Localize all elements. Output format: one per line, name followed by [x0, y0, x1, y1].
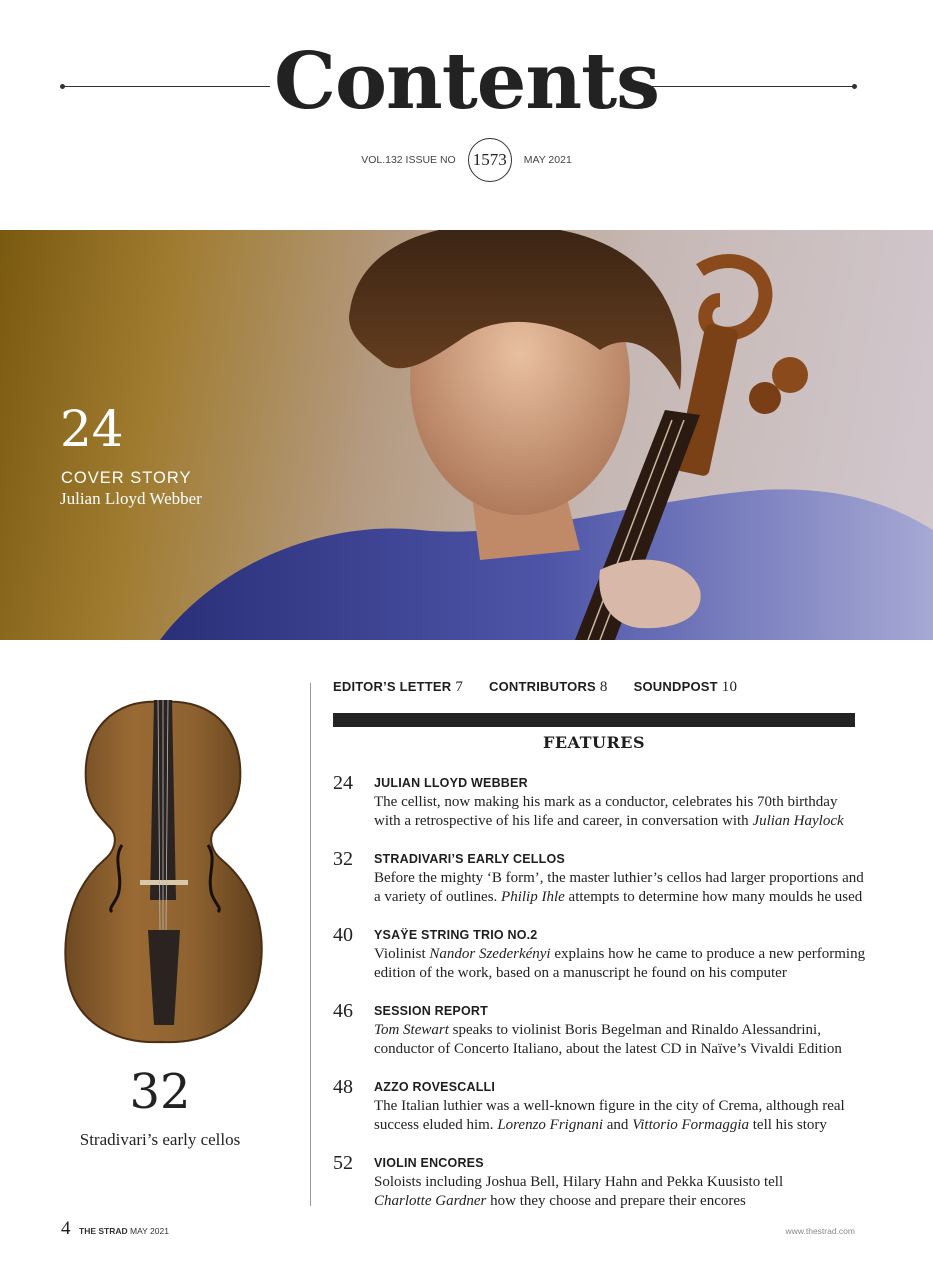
- cello-body-image: [62, 690, 272, 1050]
- feature-description-line: The cellist, now making his mark as a conductor, celebrates his 70th birthday: [374, 794, 838, 810]
- issue-number-badge: 1573: [468, 138, 512, 182]
- feature-page-number: 40: [333, 924, 353, 946]
- cover-story-label: COVER STORY: [61, 469, 192, 487]
- author-name: Vittorio Formaggia: [632, 1117, 749, 1133]
- feature-description-line: Before the mighty ‘B form’, the master luthier’s cellos had larger proportions and: [374, 870, 864, 886]
- features-list: [333, 772, 866, 1228]
- regular-item-contributors[interactable]: CONTRIBUTORS 8: [489, 679, 608, 695]
- cover-story-name: Julian Lloyd Webber: [60, 489, 202, 508]
- feature-title: AZZO ROVESCALLI: [374, 1080, 496, 1094]
- feature-description-line: The Italian luthier was a well-known figure in the city of Crema, although real: [374, 1098, 845, 1114]
- page-folio: 4: [61, 1218, 71, 1239]
- cover-photo: [0, 230, 933, 640]
- feature-title: SESSION REPORT: [374, 1004, 488, 1018]
- feature-description-line: a variety of outlines. Philip Ihle attempts to determine how many moulds he used: [374, 889, 863, 905]
- feature-description-line: conductor of Concerto Italiano, about the latest CD in Naïve’s Vivaldi Edition: [374, 1041, 842, 1057]
- feature-entry[interactable]: [333, 1152, 863, 1228]
- feature-title: JULIAN LLOYD WEBBER: [374, 776, 528, 790]
- author-name: Nandor Szederkényi: [429, 946, 551, 962]
- feature-title: STRADIVARI’S EARLY CELLOS: [374, 852, 565, 866]
- feature-entry[interactable]: [333, 848, 863, 924]
- feature-description-line: Violinist Nandor Szederkényi explains how he came to produce a new performing: [374, 946, 866, 962]
- author-name: Julian Haylock: [752, 813, 844, 829]
- page-title: Contents: [273, 36, 660, 127]
- features-heading: FEATURES: [543, 733, 645, 752]
- issue-line: [0, 138, 933, 182]
- cellist-photo-illustration: [0, 230, 933, 640]
- author-name: Philip Ihle: [501, 889, 565, 905]
- feature-entry[interactable]: [333, 772, 863, 848]
- feature-description-line: Tom Stewart speaks to violinist Boris Begelman and Rinaldo Alessandrini,: [374, 1022, 821, 1038]
- feature-description-line: edition of the work, based on a manuscript he found on his computer: [374, 965, 787, 981]
- author-name: Lorenzo Frignani: [497, 1117, 604, 1133]
- feature-page-number: 52: [333, 1152, 353, 1174]
- author-name: Charlotte Gardner: [374, 1193, 487, 1209]
- feature-title: VIOLIN ENCORES: [374, 1156, 484, 1170]
- feature-side-caption: Stradivari’s early cellos: [79, 1130, 241, 1149]
- feature-entry[interactable]: [333, 1076, 863, 1152]
- feature-title: YSAŸE STRING TRIO NO.2: [374, 928, 538, 942]
- feature-description-line: Soloists including Joshua Bell, Hilary Hahn and Pekka Kuusisto tell: [374, 1174, 784, 1190]
- feature-entry[interactable]: [333, 924, 866, 1000]
- feature-page-number: 24: [333, 772, 353, 794]
- feature-page-number: 48: [333, 1076, 353, 1098]
- cover-story-page: 24: [60, 400, 124, 458]
- feature-description-line: with a retrospective of his life and career, in conversation with Julian Haylock: [374, 813, 844, 829]
- footer-publication: THE STRAD MAY 2021: [79, 1226, 169, 1236]
- feature-page-number: 46: [333, 1000, 353, 1022]
- regulars-nav: [333, 679, 763, 696]
- feature-page-number: 32: [333, 848, 353, 870]
- section-bar: [333, 713, 855, 727]
- author-name: Tom Stewart: [374, 1022, 449, 1038]
- issue-date: MAY 2021: [523, 154, 572, 166]
- feature-entry[interactable]: [333, 1000, 863, 1076]
- feature-description-line: success eluded him. Lorenzo Frignani and Vittorio Formaggia tell his story: [374, 1117, 827, 1133]
- column-divider: [310, 683, 311, 1206]
- volume-label: VOL.132 ISSUE NO: [361, 154, 456, 166]
- feature-side-page: 32: [129, 1064, 191, 1120]
- footer-url[interactable]: www.thestrad.com: [785, 1226, 855, 1236]
- feature-description-line: Charlotte Gardner how they choose and prepare their encores: [374, 1193, 746, 1209]
- regular-item-soundpost[interactable]: SOUNDPOST 10: [633, 679, 738, 695]
- regular-item-editors-letter[interactable]: EDITOR’S LETTER 7: [333, 679, 464, 695]
